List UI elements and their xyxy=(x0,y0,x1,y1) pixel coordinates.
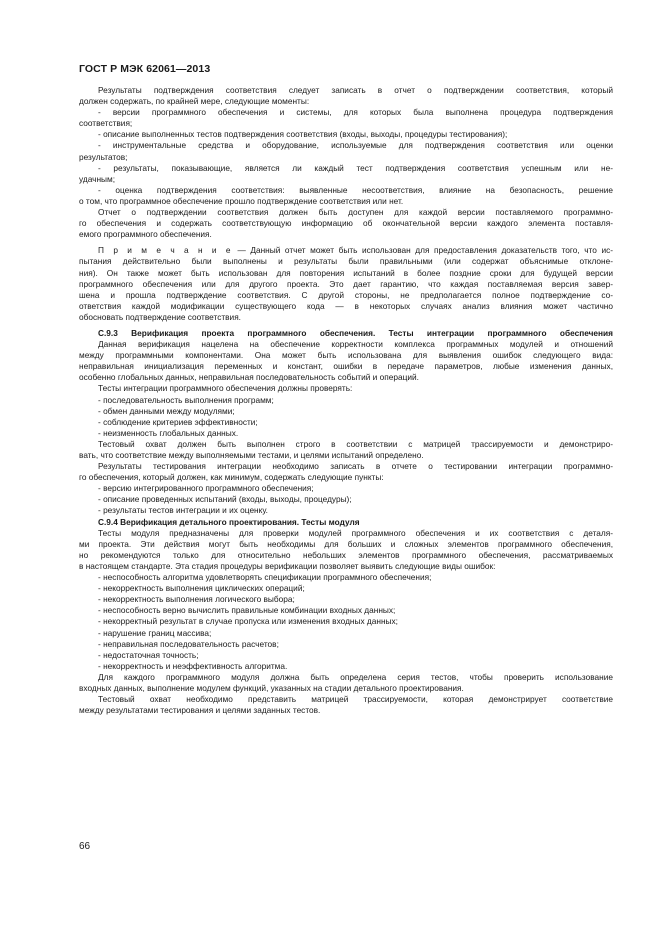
paragraph-line: неправильная инициализация переменных и констант, ошибки в передаче параметров, любые изменения данных, xyxy=(79,361,613,372)
list-item: - описание выполненных тестов подтверждения соответствия (входы, выходы, процедуры тестирования); xyxy=(98,129,508,140)
paragraph-line: между результатами тестирования и целями заданных тестов. xyxy=(79,705,321,716)
paragraph-line: Отчет о подтверждении соответствия должен быть доступен для каждой версии поставляемого программно- xyxy=(98,207,613,218)
note-line: программного обеспечения или для другого проекта. Это дает гарантию, что каждая поставляемая версия завер- xyxy=(79,278,613,289)
paragraph-line: Тестовый охват необходимо представить матрицей трассируемости, которая демонстрирует соответствие xyxy=(98,694,613,705)
note-line: пытания действительно были выполнены и результаты были правильными (или содержат объяснимые отклоне- xyxy=(79,256,613,267)
paragraph-line: должен содержать, по крайней мере, следующие моменты: xyxy=(79,96,310,107)
paragraph-line: но рекомендуются только для относительно небольших элементов программного обеспечения, рассматриваемых xyxy=(79,549,613,560)
list-item: - некорректность выполнения логического выбора; xyxy=(98,594,295,605)
list-item: - оценка подтверждения соответствия: выявленные несоответствия, влияние на безопасность, решение xyxy=(98,184,613,195)
list-item: - версии программного обеспечения и системы, для которых была выполнена процедура подтверждения xyxy=(98,107,613,118)
list-item: - обмен данными между модулями; xyxy=(98,405,235,416)
paragraph-line: Результаты тестирования интеграции необходимо записать в отчете о тестировании интеграции программно- xyxy=(98,461,613,472)
paragraph-line: го обеспечения и содержать соответствующую информацию об окончательной версии каждого элемента поставля- xyxy=(79,218,613,229)
paragraph-line: в настоящем стандарте. Эта стадия процедуры верификации позволяет выявить следующие виды ошибок: xyxy=(79,560,496,571)
list-item: - неспособность алгоритма удовлетворять спецификации программного обеспечения; xyxy=(98,572,432,583)
paragraph-line: Тесты интеграции программного обеспечения должны проверять: xyxy=(98,383,353,394)
list-item: - версию интегрированного программного обеспечения; xyxy=(98,483,314,494)
list-item: - описание проведенных испытаний (входы, выходы, процедуры); xyxy=(98,494,352,505)
section-heading-c94: С.9.4 Верификация детального проектирования. Тесты модуля xyxy=(98,516,360,527)
note-first-line xyxy=(79,245,613,256)
paragraph-line: емого программного обеспечения. xyxy=(79,229,212,240)
paragraph-line: вать, что соответствие между выполняемыми тестами, и целями испытаний определено. xyxy=(79,450,424,460)
paragraph-line: Для каждого программного модуля должна быть определена серия тестов, чтобы проверить использование xyxy=(98,671,613,682)
list-item: - соблюдение критериев эффективности; xyxy=(98,416,258,427)
paragraph-line: Тестовый охват должен быть выполнен строго в соответствии с матрицей трассируемости и демонстриро- xyxy=(98,438,613,449)
section-heading-c93: С.9.3 Верификация проекта программного обеспечения. Тесты интеграции программного обеспечения xyxy=(98,327,613,338)
list-item: - неправильная последовательность расчетов; xyxy=(98,638,279,649)
page-body xyxy=(79,85,613,716)
paragraph-line: Результаты подтверждения соответствия следует записать в отчет о подтверждении соответствия, который xyxy=(98,85,613,95)
paragraph-line: входных данных, выполнение модулем функций, указанных на стадии детального проектирования. xyxy=(79,682,464,693)
paragraph-line: ми проекта. Эти действия могут быть необходимы для больших и сложных элементов программного обеспечения, xyxy=(79,538,613,549)
list-item: - инструментальные средства и оборудование, используемые для подтверждения соответствия или оценки xyxy=(98,140,613,151)
paragraph-line: Данная верификация нацелена на обеспечение корректности комплекса программных модулей и отношений xyxy=(98,339,613,350)
note-line: обосновать подтверждение соответствия. xyxy=(79,311,241,322)
list-item: - некорректный результат в случае пропуска или изменения входных данных; xyxy=(98,616,398,627)
list-item: - некорректность и неэффективность алгоритма. xyxy=(98,660,288,671)
list-item-cont: о том, что программное обеспечение прошло подтверждение соответствия или нет. xyxy=(79,195,404,206)
note-line: ответствия каждой модификации существующего кода — в некоторых случаях анализ влияния может частично xyxy=(79,300,613,311)
list-item: - результаты, показывающие, является ли каждый тест подтверждения соответствия успешным или не- xyxy=(98,162,613,173)
list-item: - результаты тестов интеграции и их оценку. xyxy=(98,505,268,516)
list-item: - недостаточная точность; xyxy=(98,649,199,660)
list-item-cont: удачным; xyxy=(79,173,116,184)
note-text: — Данный отчет может быть использован для предоставления доказательств того, что ис- xyxy=(232,245,613,256)
list-item-cont: соответствия; xyxy=(79,118,133,129)
list-item: - неспособность верно вычислить правильные комбинации входных данных; xyxy=(98,605,396,616)
note-line: шена и прошла подтверждение соответствия. С другой стороны, не предполагается полное подтверждение со- xyxy=(79,289,613,300)
note-label: П р и м е ч а н и е xyxy=(98,245,233,256)
list-item: - неизменность глобальных данных. xyxy=(98,427,239,438)
paragraph-line: особенно глобальных данных, неправильная последовательность событий и операций. xyxy=(79,372,419,383)
list-item: - последовательность выполнения программ; xyxy=(98,394,274,405)
page-number: 66 xyxy=(79,841,91,852)
list-item-cont: результатов; xyxy=(79,151,128,162)
note-line: ния). Он также может быть использован для повторения испытаний в более поздние сроки для будущей версии xyxy=(79,267,613,278)
paragraph-line: между программными компонентами. Она может быть использована для выявления ошибок следующего вида: xyxy=(79,350,613,361)
document-code-header: ГОСТ Р МЭК 62061—2013 xyxy=(79,63,211,75)
list-item: - нарушение границ массива; xyxy=(98,627,212,638)
paragraph-line: го обеспечения, который должен, как минимум, содержать следующие пункты: xyxy=(79,472,384,483)
list-item: - некорректность выполнения циклических операций; xyxy=(98,583,305,594)
paragraph-line: Тесты модуля предназначены для проверки модулей программного обеспечения и их соответствия с деталя- xyxy=(98,527,613,538)
